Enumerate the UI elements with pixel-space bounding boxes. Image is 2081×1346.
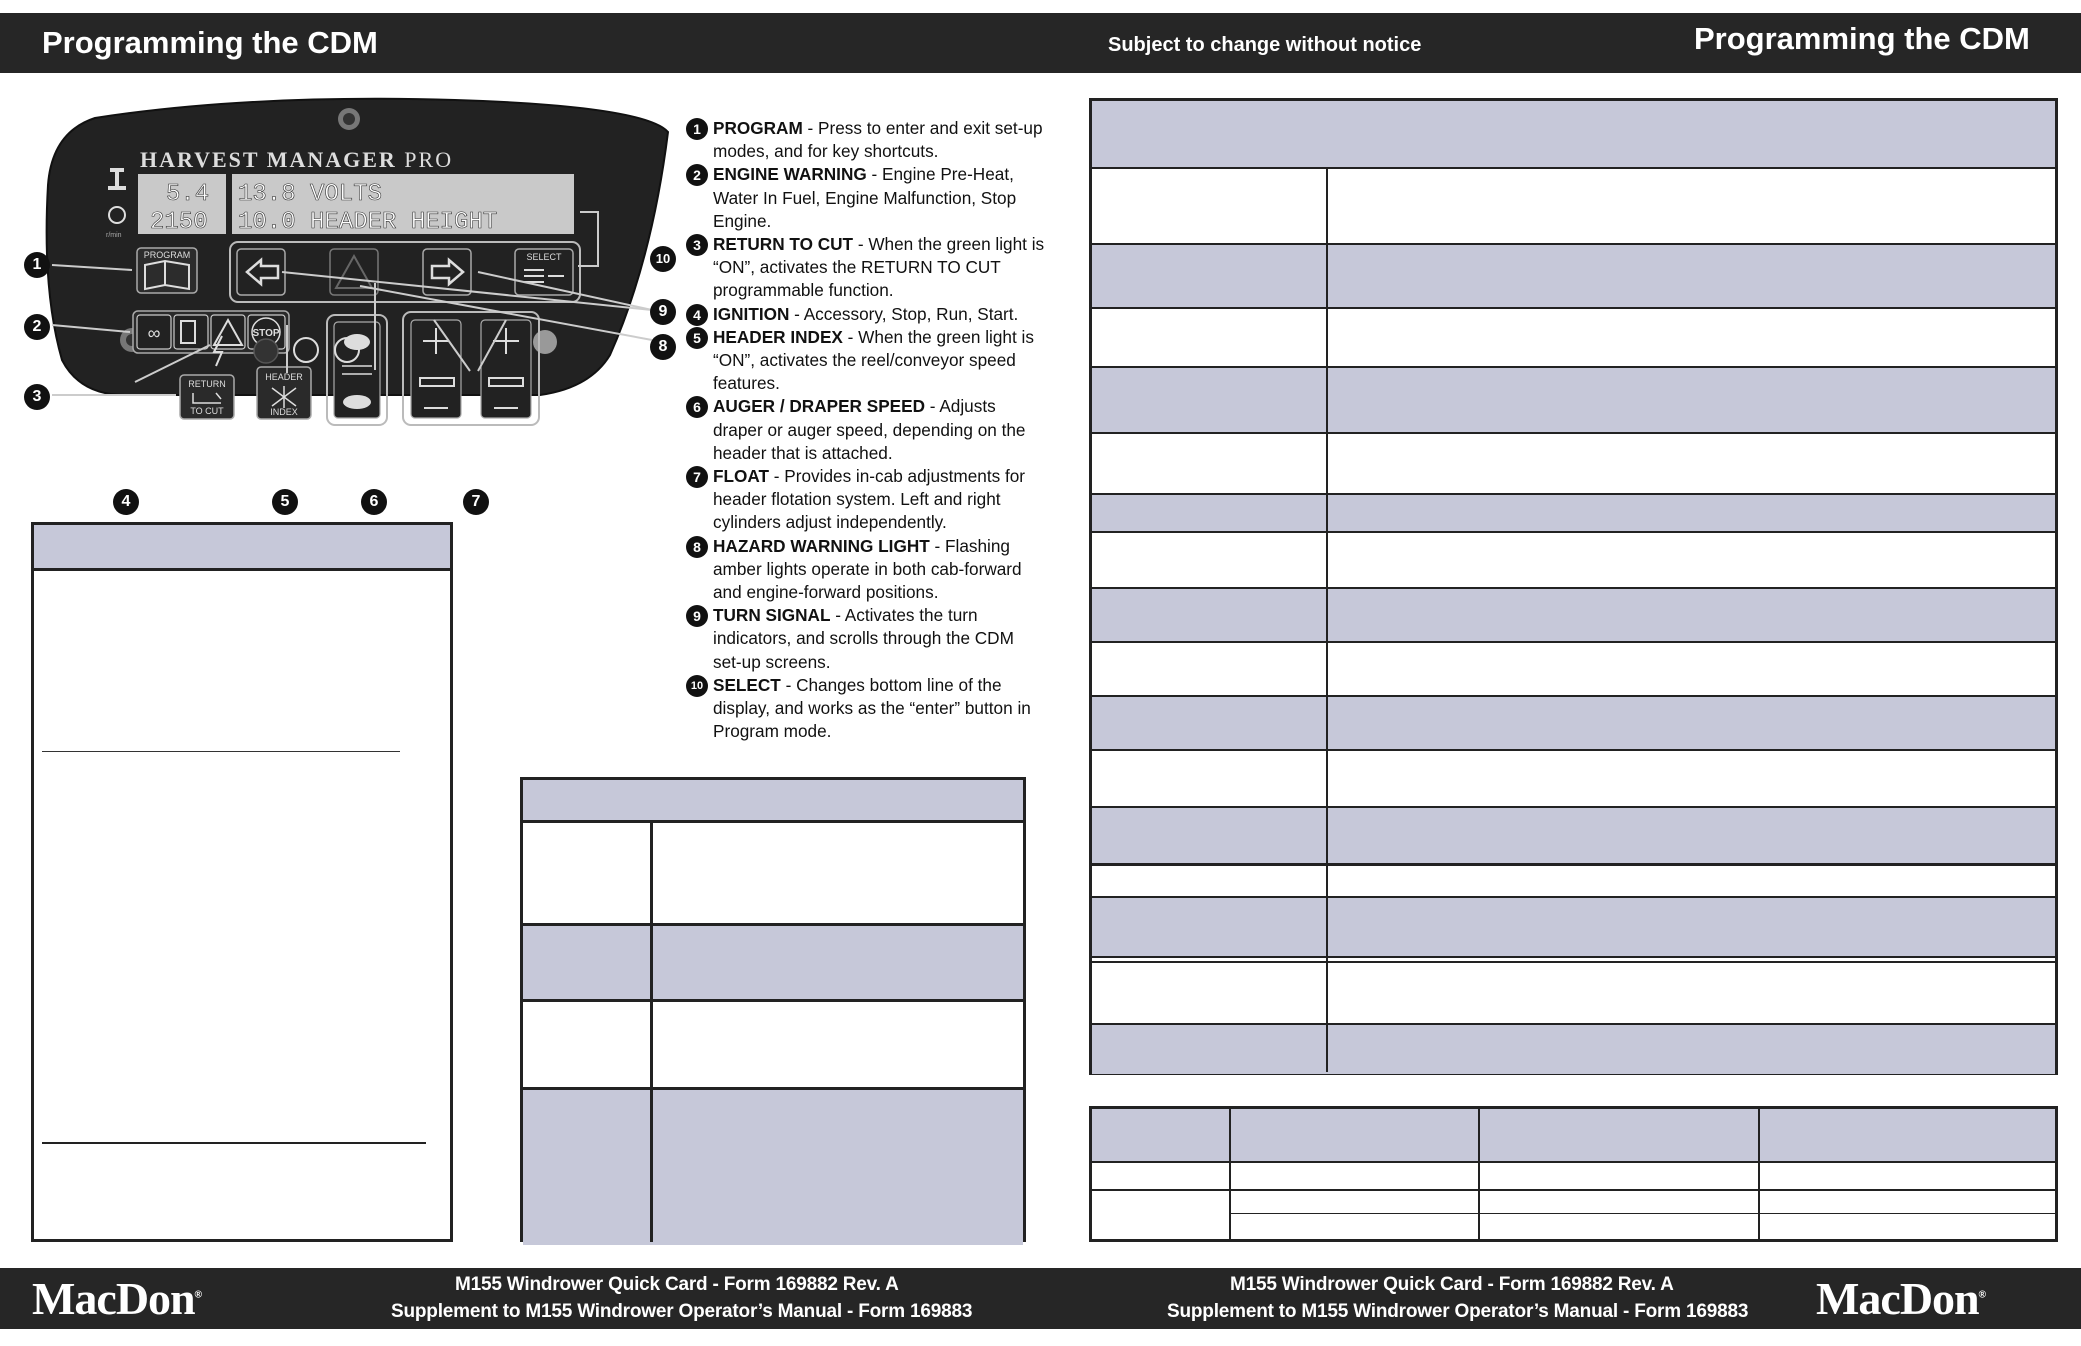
callout-10: 10: [650, 246, 676, 272]
right-small-table-rule: [1092, 1189, 2055, 1191]
right-small-table-rule: [1229, 1213, 2055, 1214]
callout-1: 1: [24, 252, 50, 278]
callout-6: 6: [361, 489, 387, 515]
legend-item: 3 RETURN TO CUT - When the green light is “ON”, activates the RETURN TO CUT programmable function.: [686, 233, 1046, 303]
callout-5: 5: [272, 489, 298, 515]
right-table-row: [1092, 243, 2055, 309]
left-notes-divider-2: [42, 1142, 426, 1144]
left-notes-box: [31, 522, 453, 1242]
header-label-2: INDEX: [270, 407, 298, 417]
right-table-row: [1092, 587, 2055, 643]
left-notes-header: [34, 525, 450, 571]
svg-text:5.4: [166, 181, 209, 208]
left-notes-divider-1: [42, 751, 400, 752]
right-small-table-col: [1478, 1109, 1480, 1239]
footer-right-line1: M155 Windrower Quick Card - Form 169882 Rev. A: [1230, 1274, 1674, 1295]
preheat-icon: ∞: [147, 323, 161, 343]
right-small-table-col: [1229, 1109, 1231, 1239]
right-table-row: [1092, 806, 2055, 866]
macdon-logo-left: MacDon®: [32, 1273, 202, 1324]
footer-left-line2: Supplement to M155 Windrower Operator’s Manual - Form 169883: [391, 1301, 973, 1322]
callout-8: 8: [650, 334, 676, 360]
callout-7: 7: [463, 489, 489, 515]
footer-left-line1: M155 Windrower Quick Card - Form 169882 Rev. A: [455, 1274, 899, 1295]
left-page-title: Programming the CDM: [42, 25, 378, 60]
panel-screw-right: [533, 330, 557, 354]
right-table-row: [1092, 493, 2055, 533]
turtle-icon: [343, 395, 371, 409]
middle-table-row-2: [523, 923, 1023, 1002]
right-table-row: [1092, 366, 2055, 434]
legend-item: 4 IGNITION - Accessory, Stop, Run, Start.: [686, 303, 1046, 326]
legend-item: 5 HEADER INDEX - When the green light is “ON”, activates the reel/conveyor speed features.: [686, 326, 1046, 396]
callout-3: 3: [24, 384, 50, 410]
right-table-rule: [1092, 863, 2055, 865]
bottom-footer-bar: [0, 1268, 2081, 1329]
program-button-label: PROGRAM: [143, 250, 191, 260]
return-label-2: TO CUT: [190, 406, 224, 416]
middle-table-header: [523, 780, 1023, 823]
return-label-1: RETURN: [188, 379, 226, 389]
legend-item: 1 PROGRAM - Press to enter and exit set-up modes, and for key shortcuts.: [686, 117, 1046, 163]
callout-9: 9: [650, 299, 676, 325]
header-label-1: HEADER: [265, 372, 303, 382]
lcd-row1: 13.8 VOLTS: [238, 181, 383, 208]
right-small-table-col: [1758, 1109, 1760, 1239]
right-table-rule: [1092, 961, 2055, 963]
cdm-control-panel-diagram: [0, 90, 700, 520]
ignition-stop-icon: [254, 339, 278, 363]
legend-item: 9 TURN SIGNAL - Activates the turn indicators, and scrolls through the CDM set-up screens.: [686, 604, 1046, 674]
right-page-title: Programming the CDM: [1694, 21, 2030, 56]
legend-item: 10 SELECT - Changes bottom line of the display, and works as the “enter” button in Program mode.: [686, 674, 1046, 744]
right-table-row: [1092, 1023, 2055, 1074]
legend-item: 8 HAZARD WARNING LIGHT - Flashing amber lights operate in both cab-forward and engine-forward positions.: [686, 535, 1046, 605]
right-table-header: [1092, 101, 2055, 169]
center-notice: Subject to change without notice: [1108, 34, 1422, 56]
legend-item: 2 ENGINE WARNING - Engine Pre-Heat, Water In Fuel, Engine Malfunction, Stop Engine.: [686, 163, 1046, 233]
right-small-table-header: [1092, 1109, 2055, 1163]
select-button-label: SELECT: [526, 252, 562, 262]
right-small-table: [1089, 1106, 2058, 1242]
right-table-row: [1092, 896, 2055, 958]
lcd-speed: 5.4: [166, 181, 210, 208]
lcd-rpm: 2150: [150, 209, 208, 236]
right-table-col-divider-2: [1326, 167, 1328, 1072]
footer-right-line2: Supplement to M155 Windrower Operator’s Manual - Form 169883: [1167, 1301, 1749, 1322]
legend-item: 6 AUGER / DRAPER SPEED - Adjusts draper or auger speed, depending on the header that is attached.: [686, 395, 1046, 465]
right-settings-table: [1089, 98, 2058, 1075]
stop-label: STOP: [252, 328, 280, 339]
button-legend: [686, 117, 1046, 743]
rpm-unit: r/min: [106, 232, 122, 239]
panel-brand: HARVEST MANAGER PRO: [140, 147, 454, 172]
middle-table-col-divider-top: [650, 820, 653, 1242]
right-table-row: [1092, 695, 2055, 751]
svg-text:2150: [150, 209, 208, 236]
middle-table: [520, 777, 1026, 1242]
top-header-bar: [0, 13, 2081, 73]
legend-item: 7 FLOAT - Provides in-cab adjustments for header flotation system. Left and right cylinders adjust independently.: [686, 465, 1046, 535]
macdon-logo-right: MacDon®: [1816, 1273, 1986, 1324]
middle-table-row-4: [523, 1087, 1023, 1245]
callout-4: 4: [113, 489, 139, 515]
lcd-row2: 10.0 HEADER HEIGHT: [238, 209, 498, 236]
callout-2: 2: [24, 314, 50, 340]
